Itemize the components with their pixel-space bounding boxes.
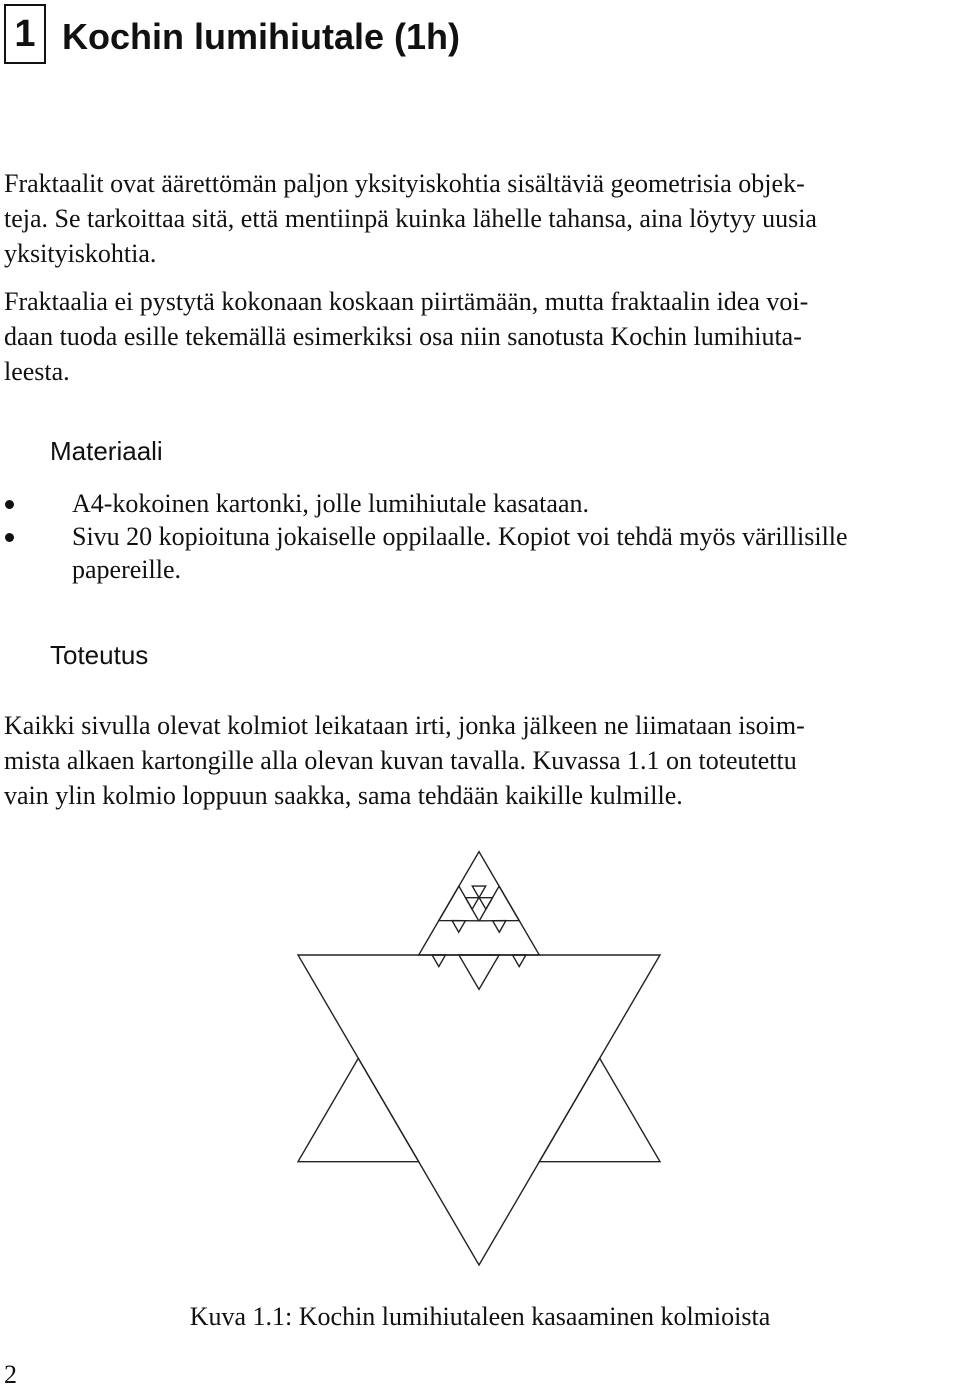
bullet-icon — [5, 500, 14, 509]
small-triangle-left — [439, 886, 479, 921]
text-line: Fraktaalia ei pystytä kokonaan koskaan piirtämään, mutta fraktaalin idea voi- — [4, 287, 809, 316]
implementation-heading: Toteutus — [50, 640, 149, 670]
side-triangle-right — [539, 1058, 660, 1161]
koch-snowflake-figure — [0, 840, 960, 1310]
text-line: leesta. — [4, 357, 70, 386]
list-item-text: A4-kokoinen kartonki, jolle lumihiutale kasataan. — [72, 489, 589, 518]
tiny-triangle-base — [513, 955, 526, 967]
small-triangle-right — [479, 886, 519, 921]
text-line: teja. Se tarkoittaa sitä, että mentiinpä kuinka lähelle tahansa, aina löytyy uusia — [4, 204, 817, 233]
implementation-paragraph — [4, 708, 956, 813]
small-triangle-center — [459, 955, 499, 989]
intro-paragraph-2 — [4, 284, 956, 389]
figure-caption: Kuva 1.1: Kochin lumihiutaleen kasaaminen kolmioista — [189, 1302, 771, 1331]
text-line: daan tuoda esille tekemällä esimerkiksi osa niin sanotusta Kochin lumihiuta- — [4, 322, 802, 351]
bullet-icon — [5, 533, 14, 542]
tiny-triangle-apex — [472, 886, 485, 898]
materials-heading: Materiaali — [50, 436, 163, 466]
list-item — [0, 487, 960, 520]
side-triangle-left — [298, 1058, 419, 1161]
tiny-triangle-base — [432, 955, 445, 967]
text-line: mista alkaen kartongille alla olevan kuvan tavalla. Kuvassa 1.1 on toteutettu — [4, 746, 797, 775]
materials-list — [0, 487, 960, 586]
list-item-text: papereille. — [72, 555, 181, 584]
tiny-triangle — [466, 898, 479, 910]
list-item — [0, 520, 960, 586]
text-line: Kaikki sivulla olevat kolmiot leikataan irti, jonka jälkeen ne liimataan isoim- — [4, 711, 805, 740]
intro-paragraph-1 — [4, 166, 956, 271]
text-line: Fraktaalit ovat äärettömän paljon yksityiskohtia sisältäviä geometrisia objek- — [4, 169, 805, 198]
chapter-number-box — [4, 4, 46, 64]
page-number: 2 — [4, 1360, 17, 1389]
text-line: vain ylin kolmio loppuun saakka, sama tehdään kaikille kulmille. — [4, 781, 683, 810]
large-triangle — [298, 955, 660, 1265]
list-item-text: Sivu 20 kopioituna jokaiselle oppilaalle. Kopiot voi tehdä myös värillisille — [72, 522, 848, 551]
tiny-triangle — [452, 921, 465, 933]
chapter-number: 1 — [14, 12, 36, 55]
text-line: yksityiskohtia. — [4, 239, 157, 268]
chapter-title: Kochin lumihiutale (1h) — [62, 16, 461, 57]
upward-triangle — [419, 852, 540, 955]
tiny-triangle — [493, 921, 506, 933]
tiny-triangle — [479, 898, 492, 910]
